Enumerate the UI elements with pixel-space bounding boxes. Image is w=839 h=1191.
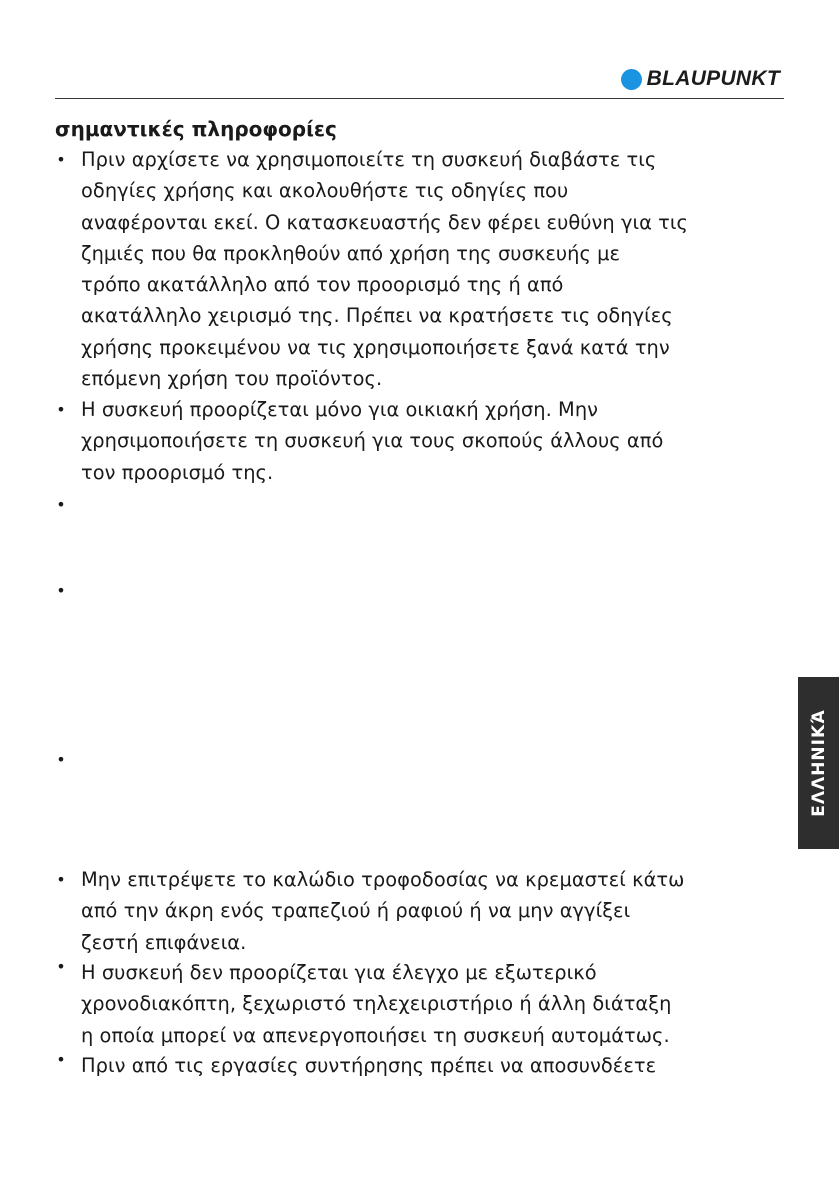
language-tab: [798, 677, 839, 849]
logo-dot-icon: [621, 69, 642, 90]
bullet-icon: •: [56, 400, 66, 419]
bullet-text: Μην επιτρέψετε το καλώδιο τροφοδοσίας να κρεμαστεί κάτω από την άκρη ενός τραπεζιού ή ραφιού ή να μην αγγίξει ζεστή επιφάνεια.: [81, 868, 685, 954]
page-header: [55, 62, 784, 99]
bullet-icon: •: [56, 495, 66, 514]
brand-logo: [621, 67, 780, 91]
bullet-icon: •: [56, 750, 66, 769]
bullet-text: Πριν αρχίσετε να χρησιμοποιείτε τη συσκευή διαβάστε τις οδηγίες χρήσης και ακολουθήστε τις οδηγίες που αναφέρονται εκεί. Ο κατασκευαστής δεν φέρει ευθύνη για τις ζημιές που θα προκληθούν από χρήση της συσκευής με τρόπο ακατάλληλο από τον προορισμό της ή από ακατάλληλο χειρισμό της. Πρέπει να κρατήσετε τις οδηγίες χρήσης προκειμένου να τις χρησιμοποιήσετε ξανά κατά την επόμενη χρήση του προϊόντος.: [81, 148, 688, 391]
language-tab-label: ΕΛΛΗΝΙΚΆ: [808, 709, 829, 817]
bullet-icon: •: [56, 581, 66, 600]
bullet-icon: •: [56, 150, 66, 169]
bullet-text: Η συσκευή δεν προορίζεται για έλεγχο με εξωτερικό χρονοδιακόπτη, ξεχωριστό τηλεχειριστήριο ή άλλη διάταξη η οποία μπορεί να απενεργοποιήσει τη συσκευή αυτομάτως.: [81, 961, 672, 1047]
brand-name: BLAUPUNKT: [646, 67, 780, 90]
bullet-icon: •: [56, 1050, 66, 1069]
bullet-icon: •: [56, 957, 66, 976]
section-title: σημαντικές πληροφορίες: [55, 117, 337, 141]
bullet-icon: •: [56, 870, 66, 889]
bullet-text: Πριν από τις εργασίες συντήρησης πρέπει να αποσυνδέετε: [81, 1054, 657, 1077]
bullet-text: Η συσκευή προορίζεται μόνο για οικιακή χρήση. Μην χρησιμοποιήσετε τη συσκευή για τους σκοπούς άλλους από τον προορισμό της.: [81, 398, 664, 484]
